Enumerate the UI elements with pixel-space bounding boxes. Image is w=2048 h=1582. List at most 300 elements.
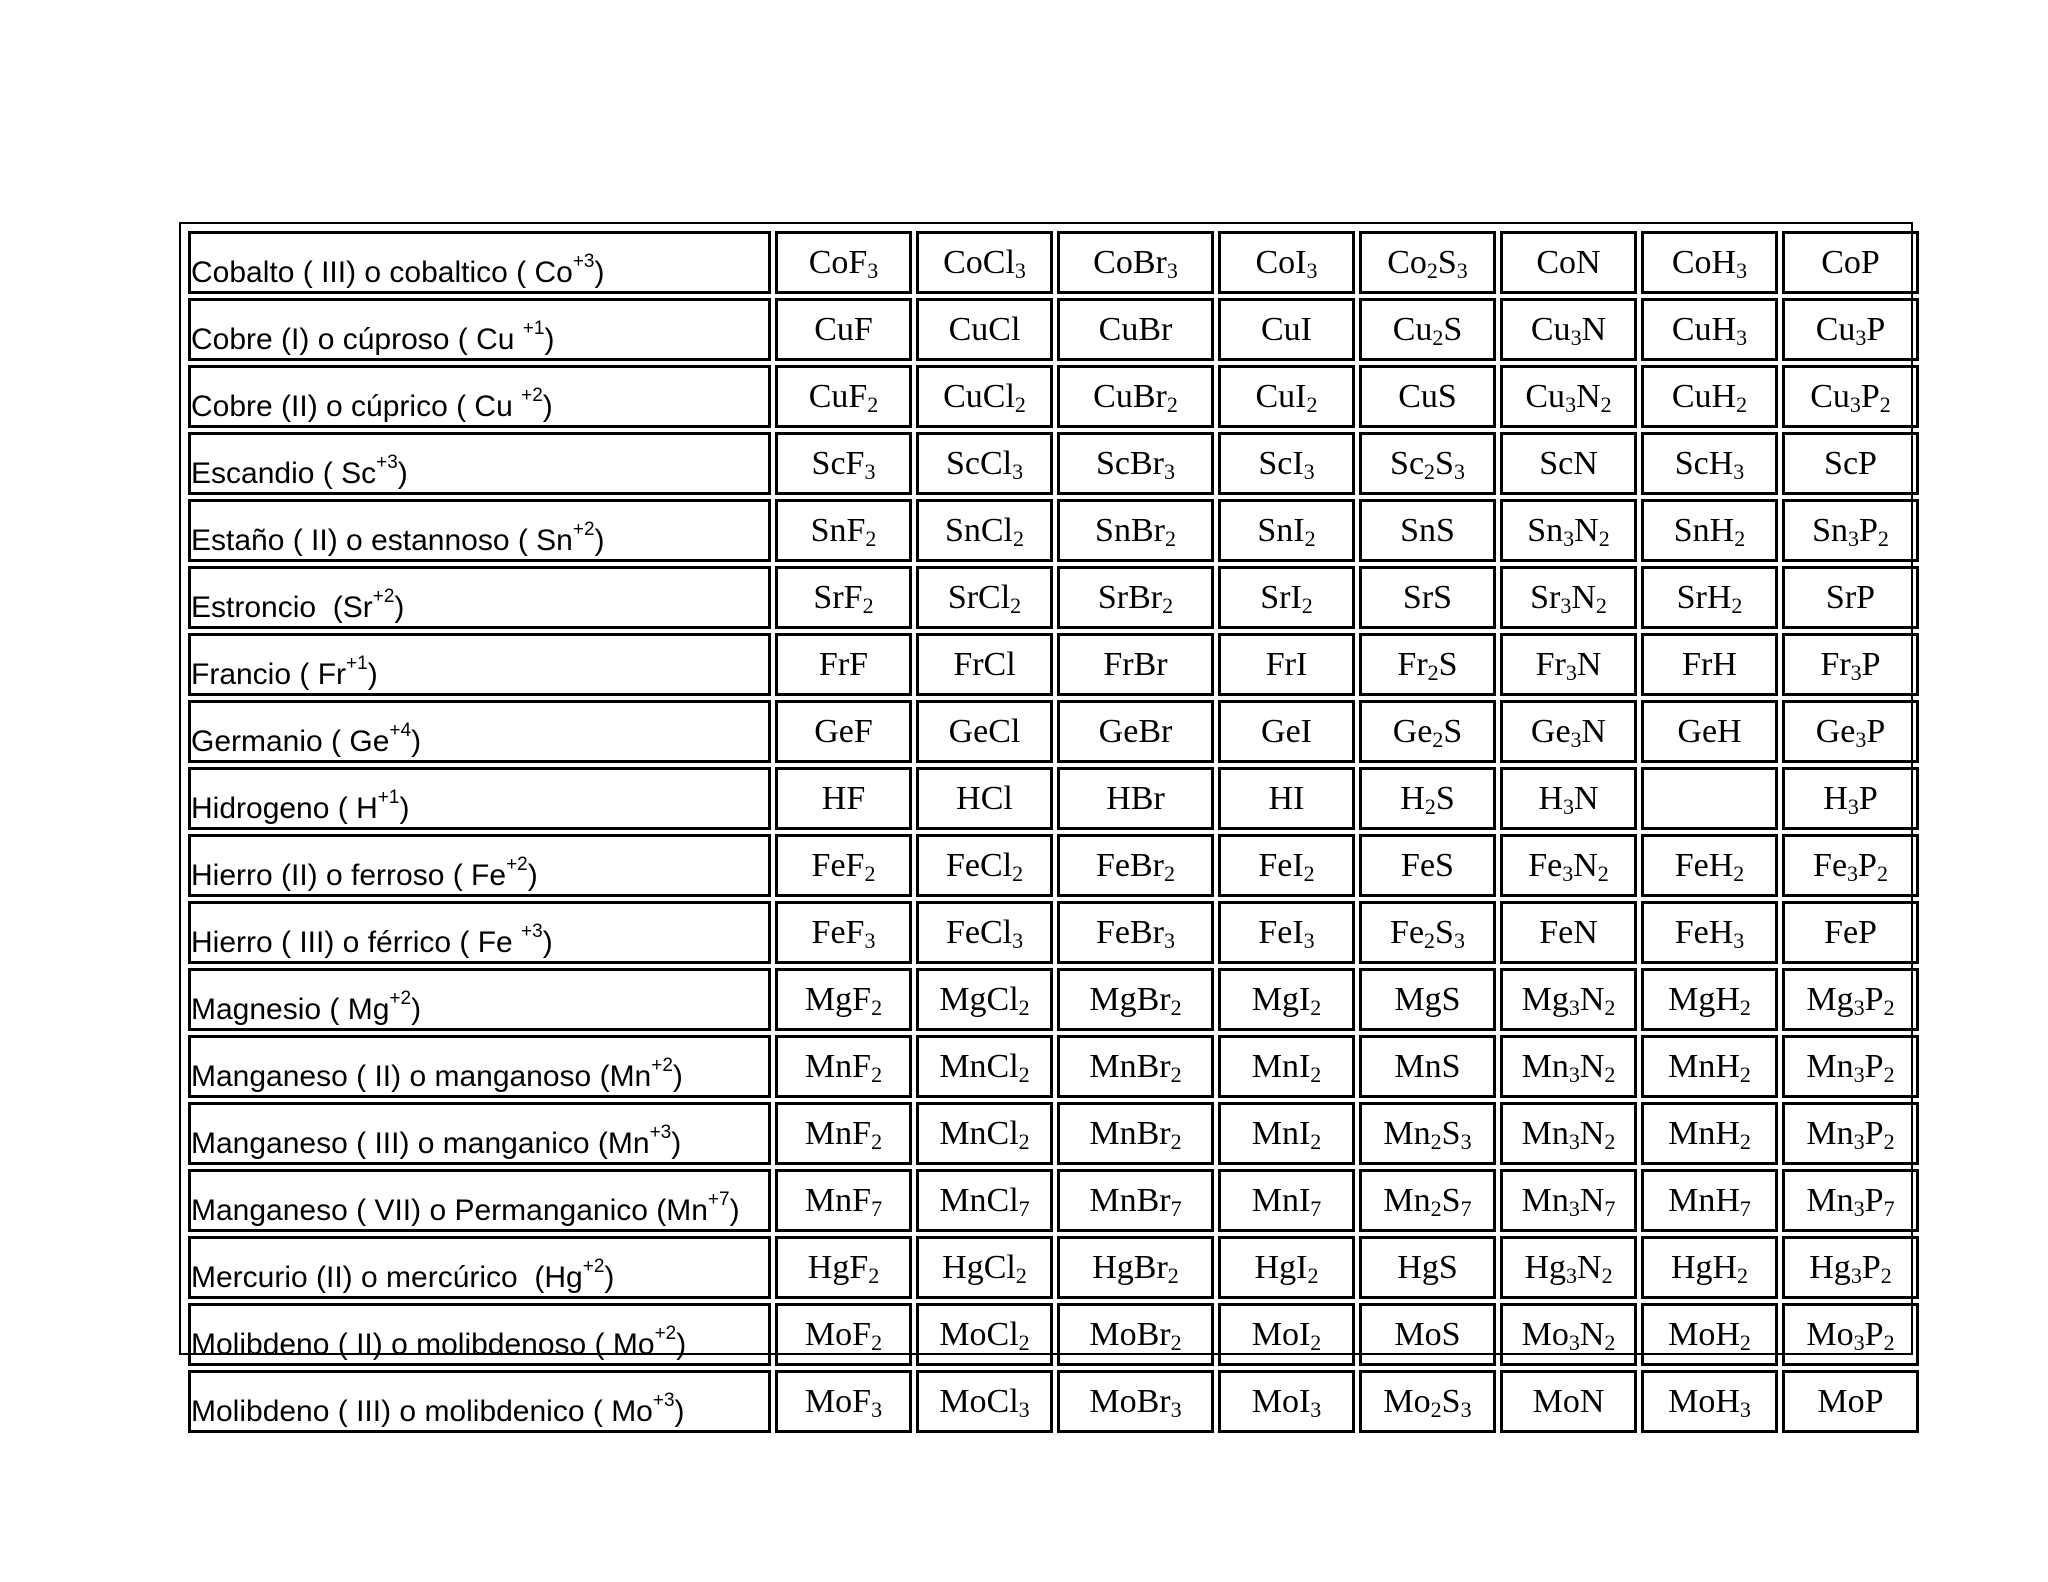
formula-cell: SrBr$_2$	[1057, 566, 1214, 629]
row-label	[188, 231, 771, 294]
formula-subscript: 7	[1460, 1195, 1472, 1221]
formula-subscript: 3	[1562, 860, 1574, 886]
element-name: Magnesio ( Mg	[191, 993, 390, 1026]
formula-subscript: 3	[1849, 391, 1861, 417]
element-name: Escandio ( Sc	[191, 457, 377, 490]
formula-subscript: 2	[1310, 994, 1322, 1020]
formula-cell: $Mo_3P_2$	[1782, 1303, 1919, 1366]
formula-cell: MoI$_2$	[1218, 1303, 1355, 1366]
formula-subscript: 2	[1424, 927, 1436, 953]
formula-cell: ScI$_3$	[1218, 432, 1355, 495]
formula-cell: FrI	[1218, 633, 1355, 696]
formula-cell: HgI$_2$	[1218, 1236, 1355, 1299]
formula-subscript: 2	[1014, 391, 1026, 417]
formula-subscript: 2	[1604, 1128, 1616, 1154]
table-row	[188, 968, 1919, 1031]
formula-cell: ScH$_3$	[1641, 432, 1778, 495]
oxidation-charge: +4	[389, 720, 412, 741]
oxidation-charge: +2	[654, 1323, 677, 1344]
formula-cell: MoH$_2$	[1641, 1303, 1778, 1366]
formula-subscript: 2	[1739, 1061, 1751, 1087]
formula-cell: FeI$_3$	[1218, 901, 1355, 964]
formula-subscript: 3	[1736, 257, 1748, 283]
formula-cell: CuF$_2$	[775, 365, 912, 428]
formula-subscript: 3	[1853, 1329, 1865, 1355]
formula-cell: HgS	[1359, 1236, 1496, 1299]
formula-subscript: 2	[871, 1128, 883, 1154]
formula-subscript: 2	[1430, 1396, 1442, 1422]
formula-subscript: 3	[1164, 458, 1175, 484]
formula-cell: FeH$_2$	[1641, 834, 1778, 897]
formula-subscript: 3	[1303, 458, 1315, 484]
formula-cell: MnF$_7$	[775, 1169, 912, 1232]
formula-cell: $Mn_3P_7$	[1782, 1169, 1919, 1232]
formula-cell: $Co_2S_3$	[1359, 231, 1496, 294]
row-label	[188, 566, 771, 629]
formula-cell: MnI$_7$	[1218, 1169, 1355, 1232]
element-name: Mercurio (II) o mercúrico (Hg	[191, 1261, 583, 1294]
formula-subscript: 3	[1850, 659, 1862, 685]
formula-subscript: 3	[1853, 994, 1865, 1020]
formula-cell: $Cu_3N$	[1500, 298, 1637, 361]
formula-subscript: 3	[1568, 1195, 1580, 1221]
table-row	[188, 1169, 1919, 1232]
formula-subscript: 7	[1883, 1195, 1895, 1221]
formula-cell: SnH$_2$	[1641, 499, 1778, 562]
table-row	[188, 834, 1919, 897]
formula-subscript: 2	[1018, 1061, 1030, 1087]
formula-cell	[1641, 767, 1778, 830]
label-suffix: )	[594, 256, 605, 289]
row-label	[188, 1035, 771, 1098]
formula-subscript: 3	[1303, 927, 1315, 953]
table-row	[188, 1303, 1919, 1366]
oxidation-charge: +7	[707, 1189, 730, 1210]
table-row	[188, 298, 1919, 361]
formula-subscript: 3	[1565, 659, 1577, 685]
formula-subscript: 2	[1739, 1329, 1751, 1355]
row-label	[188, 1303, 771, 1366]
formula-subscript: 2	[1164, 525, 1176, 551]
formula-cell: MnBr$_2$	[1057, 1102, 1214, 1165]
formula-cell: $Mn_3P_2$	[1782, 1035, 1919, 1098]
formula-cell: $Fe_2S_3$	[1359, 901, 1496, 964]
formula-cell: SrF$_2$	[775, 566, 912, 629]
formula-subscript: 7	[1018, 1195, 1030, 1221]
formula-subscript: 2	[1739, 1128, 1751, 1154]
label-suffix: )	[676, 1328, 687, 1361]
formula-subscript: 3	[1012, 458, 1024, 484]
formula-cell: $Hg_3N_2$	[1500, 1236, 1637, 1299]
formula-subscript: 2	[1170, 1128, 1182, 1154]
formula-subscript: 2	[1162, 592, 1174, 618]
formula-subscript: 2	[1430, 1128, 1442, 1154]
formula-subscript: 3	[1847, 793, 1859, 819]
compounds-table-frame	[179, 222, 1913, 1428]
label-suffix: )	[397, 457, 408, 490]
formula-subscript: 2	[1166, 391, 1178, 417]
formula-cell: MoBr$_3$	[1057, 1370, 1214, 1433]
formula-cell: CoH$_3$	[1641, 231, 1778, 294]
formula-cell: $Fr_3P$	[1782, 633, 1919, 696]
formula-subscript: 3	[1568, 1128, 1580, 1154]
formula-subscript: 2	[1018, 1128, 1030, 1154]
label-suffix: )	[672, 1060, 683, 1093]
formula-cell: HgF$_2$	[775, 1236, 912, 1299]
formula-cell: FeCl$_3$	[916, 901, 1053, 964]
formula-subscript: 3	[1847, 860, 1859, 886]
label-suffix: )	[411, 993, 422, 1026]
formula-subscript: 2	[1604, 1329, 1616, 1355]
formula-cell: FeP	[1782, 901, 1919, 964]
oxidation-charge: +3	[652, 1390, 675, 1411]
formula-cell: CoF$_3$	[775, 231, 912, 294]
formula-cell: GeI	[1218, 700, 1355, 763]
formula-cell: ScN	[1500, 432, 1637, 495]
row-label	[188, 968, 771, 1031]
label-suffix: )	[671, 1127, 682, 1160]
formula-cell: SnI$_2$	[1218, 499, 1355, 562]
formula-cell: HCl	[916, 767, 1053, 830]
formula-subscript: 3	[1853, 1061, 1865, 1087]
row-label	[188, 633, 771, 696]
formula-cell: FeF$_2$	[775, 834, 912, 897]
formula-cell: CoP	[1782, 231, 1919, 294]
element-name: Germanio ( Ge	[191, 725, 390, 758]
formula-cell: GeBr	[1057, 700, 1214, 763]
formula-subscript: 2	[1015, 1262, 1027, 1288]
formula-subscript: 2	[1432, 324, 1444, 350]
label-suffix: )	[542, 926, 553, 959]
formula-subscript: 3	[1855, 324, 1867, 350]
formula-subscript: 2	[871, 1329, 883, 1355]
formula-cell: CoBr$_3$	[1057, 231, 1214, 294]
formula-subscript: 2	[1424, 458, 1436, 484]
formula-subscript: 2	[1310, 1329, 1322, 1355]
formula-cell: MnCl$_2$	[916, 1035, 1053, 1098]
oxidation-charge: +2	[389, 988, 412, 1009]
formula-cell: MnS	[1359, 1035, 1496, 1098]
row-label	[188, 1370, 771, 1433]
formula-cell: $Mg_3P_2$	[1782, 968, 1919, 1031]
formula-cell: MnI$_2$	[1218, 1102, 1355, 1165]
formula-subscript: 7	[1170, 1195, 1182, 1221]
formula-cell: CuI$_2$	[1218, 365, 1355, 428]
formula-subscript: 3	[1733, 458, 1745, 484]
formula-subscript: 3	[1014, 257, 1026, 283]
formula-cell: CoI$_3$	[1218, 231, 1355, 294]
table-body	[188, 231, 1919, 1433]
formula-subscript: 3	[1568, 1329, 1580, 1355]
element-name: Hierro (II) o ferroso ( Fe	[191, 859, 507, 892]
formula-subscript: 3	[1565, 391, 1577, 417]
element-name: Manganeso ( VII) o Permanganico (Mn	[191, 1194, 708, 1227]
formula-subscript: 3	[1456, 257, 1468, 283]
row-label	[188, 499, 771, 562]
label-suffix: )	[411, 725, 422, 758]
formula-cell: MgH$_2$	[1641, 968, 1778, 1031]
formula-cell: SrI$_2$	[1218, 566, 1355, 629]
formula-cell: CuI	[1218, 298, 1355, 361]
element-name: Molibdeno ( III) o molibdenico ( Mo	[191, 1395, 653, 1428]
formula-cell: MnBr$_2$	[1057, 1035, 1214, 1098]
formula-cell: SrCl$_2$	[916, 566, 1053, 629]
formula-cell: FeS	[1359, 834, 1496, 897]
table-row	[188, 566, 1919, 629]
formula-cell: CuBr$_2$	[1057, 365, 1214, 428]
formula-cell: $H_2S$	[1359, 767, 1496, 830]
table-row	[188, 633, 1919, 696]
table-row	[188, 1370, 1919, 1433]
formula-cell: $Mo_2S_3$	[1359, 1370, 1496, 1433]
formula-subscript: 3	[1850, 1262, 1862, 1288]
formula-cell: $Mn_3N_2$	[1500, 1035, 1637, 1098]
formula-cell: ScCl$_3$	[916, 432, 1053, 495]
formula-cell: $Mn_2S_3$	[1359, 1102, 1496, 1165]
label-suffix: )	[399, 792, 410, 825]
formula-subscript: 2	[1600, 391, 1612, 417]
row-label	[188, 834, 771, 897]
oxidation-charge: +2	[651, 1055, 673, 1076]
formula-cell: MgS	[1359, 968, 1496, 1031]
formula-subscript: 2	[1604, 1061, 1616, 1087]
formula-cell: SrH$_2$	[1641, 566, 1778, 629]
oxidation-charge: +1	[377, 787, 400, 808]
formula-cell: MnCl$_2$	[916, 1102, 1053, 1165]
formula-subscript: 3	[1310, 1396, 1322, 1422]
formula-cell: MoS	[1359, 1303, 1496, 1366]
formula-cell: SnF$_2$	[775, 499, 912, 562]
formula-subscript: 2	[1164, 860, 1175, 886]
formula-subscript: 2	[1010, 592, 1022, 618]
formula-subscript: 3	[867, 257, 879, 283]
formula-cell: FeH$_3$	[1641, 901, 1778, 964]
formula-cell: FrBr	[1057, 633, 1214, 696]
formula-subscript: 7	[871, 1195, 883, 1221]
element-name: Estroncio (Sr	[191, 591, 373, 624]
formula-cell: HI	[1218, 767, 1355, 830]
formula-subscript: 2	[1170, 994, 1182, 1020]
formula-cell: CuCl$_2$	[916, 365, 1053, 428]
formula-subscript: 2	[1604, 994, 1616, 1020]
formula-cell: ScBr$_3$	[1057, 432, 1214, 495]
formula-subscript: 2	[1879, 391, 1891, 417]
formula-cell: CuH$_3$	[1641, 298, 1778, 361]
formula-subscript: 3	[1012, 927, 1024, 953]
formula-cell: $Fe_3N_2$	[1500, 834, 1637, 897]
formula-subscript: 2	[1883, 994, 1895, 1020]
label-suffix: )	[729, 1194, 740, 1227]
formula-cell: FeN	[1500, 901, 1637, 964]
formula-cell: SrS	[1359, 566, 1496, 629]
formula-cell: MnF$_2$	[775, 1102, 912, 1165]
formula-subscript: 3	[1018, 1396, 1030, 1422]
formula-cell: FrCl	[916, 633, 1053, 696]
formula-subscript: 3	[1166, 257, 1178, 283]
label-suffix: )	[604, 1261, 615, 1294]
formula-subscript: 3	[1853, 1128, 1865, 1154]
formula-cell: $Sn_3N_2$	[1500, 499, 1637, 562]
label-suffix: )	[527, 859, 538, 892]
formula-subscript: 3	[1855, 726, 1867, 752]
formula-subscript: 2	[1595, 592, 1607, 618]
formula-cell: $Fe_3P_2$	[1782, 834, 1919, 897]
formula-cell: FeF$_3$	[775, 901, 912, 964]
element-name: Molibdeno ( II) o molibdenoso ( Mo	[191, 1328, 655, 1361]
row-label	[188, 365, 771, 428]
row-label	[188, 767, 771, 830]
formula-cell: HgBr$_2$	[1057, 1236, 1214, 1299]
formula-subscript: 2	[1736, 391, 1748, 417]
formula-cell: CoN	[1500, 231, 1637, 294]
formula-subscript: 2	[1424, 793, 1436, 819]
formula-cell: CoCl$_3$	[916, 231, 1053, 294]
formula-cell: GeH	[1641, 700, 1778, 763]
formula-cell: MoBr$_2$	[1057, 1303, 1214, 1366]
formula-cell: $Sn_3P_2$	[1782, 499, 1919, 562]
row-label	[188, 298, 771, 361]
row-label	[188, 432, 771, 495]
formula-cell: HBr	[1057, 767, 1214, 830]
oxidation-charge: +1	[346, 653, 368, 674]
oxidation-charge: +2	[521, 385, 543, 406]
formula-subscript: 3	[1568, 1061, 1580, 1087]
formula-cell: $Cu_2S$	[1359, 298, 1496, 361]
oxidation-charge: +2	[506, 854, 528, 875]
formula-subscript: 2	[1310, 1061, 1322, 1087]
formula-cell: ScF$_3$	[775, 432, 912, 495]
table-row	[188, 231, 1919, 294]
formula-subscript: 3	[871, 1396, 883, 1422]
formula-subscript: 3	[1563, 525, 1575, 551]
formula-subscript: 2	[1601, 1262, 1613, 1288]
formula-subscript: 2	[1432, 726, 1444, 752]
formula-subscript: 2	[868, 1262, 880, 1288]
formula-cell: $Hg_3P_2$	[1782, 1236, 1919, 1299]
formula-subscript: 3	[1563, 793, 1574, 819]
formula-subscript: 3	[1453, 458, 1465, 484]
formula-cell: SnBr$_2$	[1057, 499, 1214, 562]
formula-subscript: 2	[1598, 525, 1610, 551]
element-name: Manganeso ( III) o manganico (Mn	[191, 1127, 650, 1160]
oxidation-charge: +3	[572, 251, 595, 272]
formula-cell: HgCl$_2$	[916, 1236, 1053, 1299]
formula-cell: MgBr$_2$	[1057, 968, 1214, 1031]
formula-cell: MgCl$_2$	[916, 968, 1053, 1031]
row-label	[188, 700, 771, 763]
formula-subscript: 3	[1460, 1396, 1472, 1422]
formula-cell: MnBr$_7$	[1057, 1169, 1214, 1232]
formula-cell: CuCl	[916, 298, 1053, 361]
formula-subscript: 2	[1737, 1262, 1749, 1288]
oxidation-charge: +3	[376, 452, 398, 473]
formula-subscript: 3	[1453, 927, 1465, 953]
element-name: Francio ( Fr	[191, 658, 347, 691]
formula-subscript: 3	[1460, 1128, 1472, 1154]
formula-cell: GeCl	[916, 700, 1053, 763]
formula-cell: MnH$_2$	[1641, 1102, 1778, 1165]
formula-cell: $Ge_2S$	[1359, 700, 1496, 763]
formula-subscript: 3	[1164, 927, 1175, 953]
formula-cell: MoN	[1500, 1370, 1637, 1433]
formula-subscript: 2	[867, 391, 879, 417]
formula-subscript: 2	[1307, 1262, 1319, 1288]
table-row	[188, 499, 1919, 562]
formula-subscript: 2	[1739, 994, 1751, 1020]
formula-subscript: 3	[1733, 927, 1745, 953]
oxidation-charge: +3	[649, 1122, 672, 1143]
formula-cell: CuH$_2$	[1641, 365, 1778, 428]
formula-cell: FeBr$_3$	[1057, 901, 1214, 964]
formula-cell: ScP	[1782, 432, 1919, 495]
formula-subscript: 3	[1570, 324, 1582, 350]
formula-subscript: 7	[1310, 1195, 1322, 1221]
formula-subscript: 2	[1304, 525, 1316, 551]
formula-cell: SnCl$_2$	[916, 499, 1053, 562]
formula-cell: FeCl$_2$	[916, 834, 1053, 897]
formula-subscript: 2	[865, 525, 877, 551]
formula-cell: $Fr_2S$	[1359, 633, 1496, 696]
formula-cell: MoCl$_3$	[916, 1370, 1053, 1433]
formula-subscript: 3	[1568, 994, 1580, 1020]
row-label	[188, 1236, 771, 1299]
formula-subscript: 2	[1877, 525, 1889, 551]
formula-subscript: 2	[1430, 1195, 1442, 1221]
formula-subscript: 7	[1739, 1195, 1751, 1221]
label-suffix: )	[542, 390, 553, 423]
formula-subscript: 2	[871, 994, 883, 1020]
element-name: Estaño ( II) o estannoso ( Sn	[191, 524, 573, 557]
formula-subscript: 2	[1880, 1262, 1892, 1288]
label-suffix: )	[367, 658, 378, 691]
formula-cell: HgH$_2$	[1641, 1236, 1778, 1299]
table-row	[188, 365, 1919, 428]
element-name: Hidrogeno ( H	[191, 792, 378, 825]
formula-subscript: 3	[864, 458, 876, 484]
formula-subscript: 2	[1883, 1061, 1895, 1087]
formula-subscript: 2	[1733, 860, 1745, 886]
formula-subscript: 2	[1731, 592, 1743, 618]
formula-cell: $Mn_2S_7$	[1359, 1169, 1496, 1232]
element-name: Cobre (II) o cúprico ( Cu	[191, 390, 522, 423]
label-suffix: )	[674, 1395, 685, 1428]
formula-subscript: 2	[1018, 994, 1030, 1020]
formula-cell: MnI$_2$	[1218, 1035, 1355, 1098]
formula-cell: FrF	[775, 633, 912, 696]
formula-subscript: 3	[1848, 525, 1859, 551]
formula-cell: $Cu_3P_2$	[1782, 365, 1919, 428]
formula-cell: MoCl$_2$	[916, 1303, 1053, 1366]
formula-subscript: 2	[1306, 391, 1318, 417]
formula-subscript: 3	[1736, 324, 1748, 350]
formula-subscript: 2	[1734, 525, 1746, 551]
formula-cell: FeI$_2$	[1218, 834, 1355, 897]
formula-cell: MgF$_2$	[775, 968, 912, 1031]
table-row	[188, 767, 1919, 830]
formula-cell: SnS	[1359, 499, 1496, 562]
formula-cell: $Ge_3P$	[1782, 700, 1919, 763]
table-row	[188, 1102, 1919, 1165]
table-row	[188, 432, 1919, 495]
formula-cell: FeBr$_2$	[1057, 834, 1214, 897]
table-row	[188, 1236, 1919, 1299]
formula-cell: MoF$_3$	[775, 1370, 912, 1433]
formula-subscript: 2	[1303, 860, 1315, 886]
formula-subscript: 3	[1306, 257, 1318, 283]
formula-cell: $Cu_3P$	[1782, 298, 1919, 361]
row-label	[188, 901, 771, 964]
formula-subscript: 2	[864, 860, 876, 886]
